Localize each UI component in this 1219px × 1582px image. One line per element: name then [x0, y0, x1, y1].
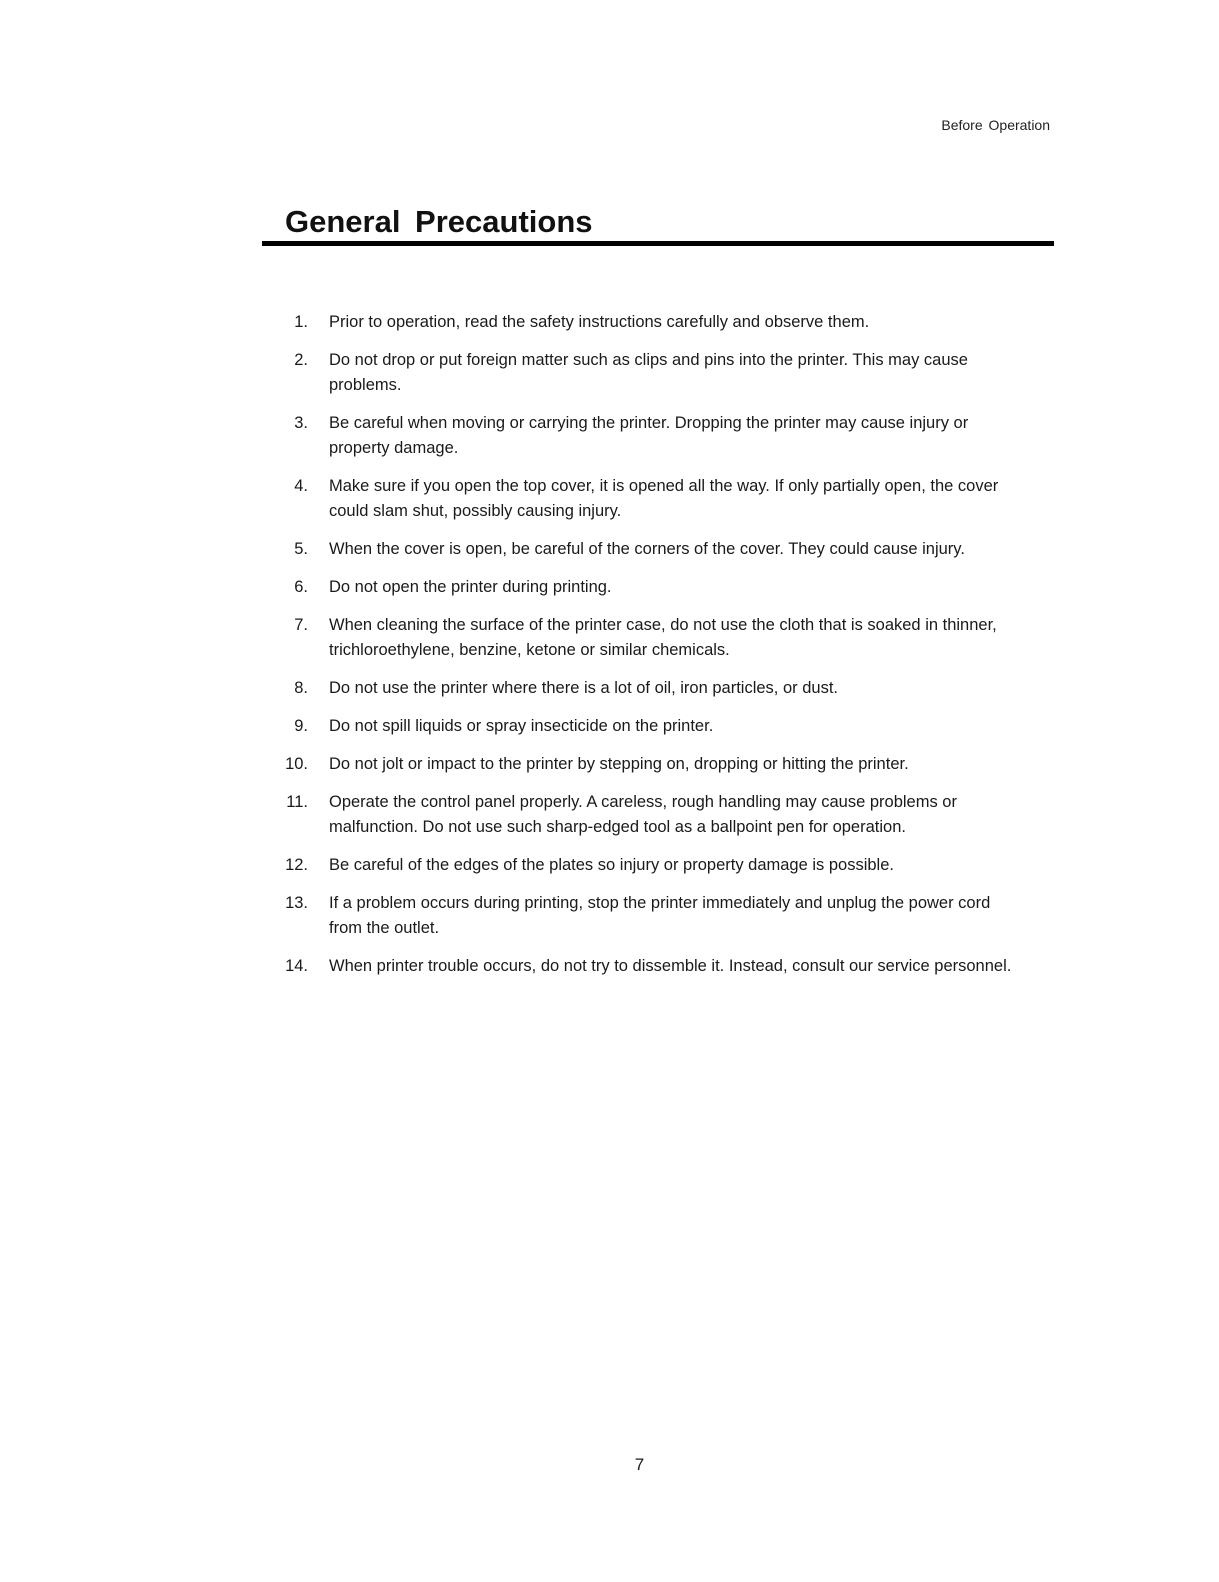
list-item [262, 752, 1022, 777]
item-text: Be careful of the edges of the plates so injury or property damage is possible. [329, 856, 894, 874]
item-text: Do not drop or put foreign matter such as clips and pins into the printer. This may cause problems. [329, 351, 968, 394]
item-text: When printer trouble occurs, do not try to dissemble it. Instead, consult our service personnel. [329, 957, 1012, 975]
item-text: Do not spill liquids or spray insecticide on the printer. [329, 717, 714, 735]
item-text: Do not jolt or impact to the printer by stepping on, dropping or hitting the printer. [329, 755, 909, 773]
item-number: 9. [294, 717, 308, 735]
item-number: 3. [294, 414, 308, 432]
item-number: 14. [285, 957, 308, 975]
list-item [262, 613, 1022, 663]
item-number: 13. [285, 894, 308, 912]
item-text: Be careful when moving or carrying the printer. Dropping the printer may cause injury or property damage. [329, 414, 969, 457]
item-number: 5. [294, 540, 308, 558]
list-item [262, 310, 1022, 335]
item-text: Do not use the printer where there is a lot of oil, iron particles, or dust. [329, 679, 839, 697]
item-number: 1. [294, 313, 308, 331]
precautions-list [262, 310, 1022, 992]
list-item [262, 474, 1022, 524]
list-item [262, 714, 1022, 739]
list-item [262, 891, 1022, 941]
list-item [262, 575, 1022, 600]
item-text: Prior to operation, read the safety instructions carefully and observe them. [329, 313, 870, 331]
item-number: 7. [294, 616, 308, 634]
running-header: Before Operation [941, 117, 1050, 133]
page-title: General Precautions [285, 204, 593, 239]
title-underline-rule [262, 241, 1054, 246]
item-number: 2. [294, 351, 308, 369]
item-number: 11. [286, 793, 308, 811]
item-text: When cleaning the surface of the printer case, do not use the cloth that is soaked in thinner, trichloroethylene, benzine, ketone or similar chemicals. [329, 616, 997, 659]
item-text: Do not open the printer during printing. [329, 578, 612, 596]
item-number: 8. [294, 679, 308, 697]
item-number: 10. [285, 755, 308, 773]
list-item [262, 537, 1022, 562]
list-item [262, 954, 1022, 979]
item-text: When the cover is open, be careful of the corners of the cover. They could cause injury. [329, 540, 965, 558]
item-text: Operate the control panel properly. A careless, rough handling may cause problems or malfunction. Do not use such sharp-edged tool as a ballpoint pen for operation. [329, 793, 957, 836]
title-block [262, 203, 1054, 246]
list-item [262, 411, 1022, 461]
page-number: 7 [634, 1455, 645, 1474]
list-item [262, 676, 1022, 701]
item-number: 12. [285, 856, 308, 874]
item-number: 4. [294, 477, 308, 495]
list-item [262, 853, 1022, 878]
list-item [262, 348, 1022, 398]
item-text: If a problem occurs during printing, stop the printer immediately and unplug the power cord from the outlet. [329, 894, 991, 937]
list-item [262, 790, 1022, 840]
item-number: 6. [294, 578, 308, 596]
item-text: Make sure if you open the top cover, it is opened all the way. If only partially open, the cover could slam shut, possibly causing injury. [329, 477, 999, 520]
